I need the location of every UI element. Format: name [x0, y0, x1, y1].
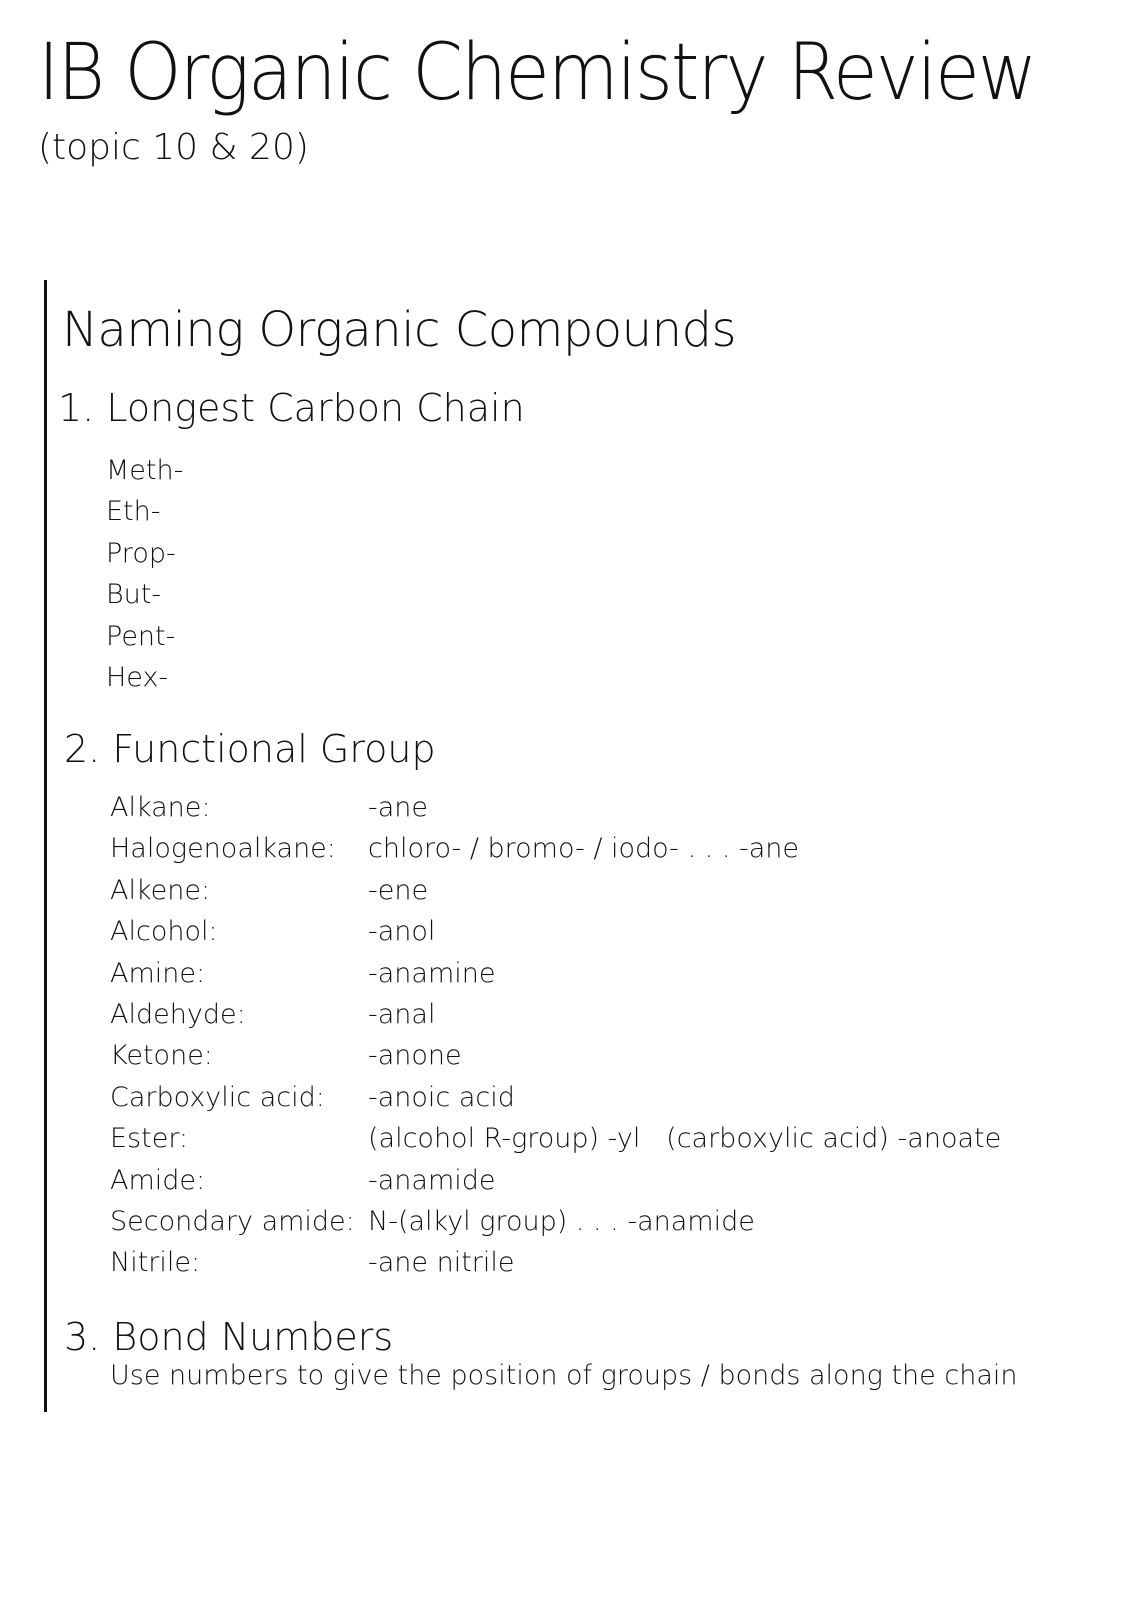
- functional-group-name: Carboxylic acid:: [110, 1081, 325, 1113]
- functional-group-suffix: (alcohol R-group) -yl (carboxylic acid) -anoate: [368, 1123, 1002, 1155]
- carbon-prefix-list: [106, 450, 183, 698]
- functional-group-row: [110, 1035, 1010, 1076]
- carbon-prefix-item: But-: [106, 579, 162, 611]
- functional-group-suffix: -anol: [368, 916, 436, 948]
- carbon-prefix-item: Pent-: [106, 620, 176, 652]
- functional-group-row: [110, 911, 1010, 952]
- carbon-prefix-item: Meth-: [106, 455, 184, 486]
- functional-group-suffix: -ene: [368, 874, 429, 906]
- functional-group-name: Amide:: [110, 1164, 206, 1196]
- functional-group-suffix: N-(alkyl group) . . . -anamide: [368, 1205, 755, 1237]
- functional-group-row: [110, 1201, 1010, 1242]
- carbon-prefix-item: Prop-: [106, 537, 176, 569]
- step1-heading: 1. Longest Carbon Chain: [58, 386, 525, 430]
- functional-group-row: [110, 1160, 1010, 1201]
- functional-group-row: [110, 828, 1010, 869]
- functional-group-table: [110, 787, 1010, 1284]
- functional-group-name: Amine:: [110, 957, 206, 989]
- functional-group-suffix: -anone: [368, 1040, 462, 1072]
- functional-group-name: Alcohol:: [110, 916, 218, 948]
- functional-group-suffix: -anamide: [368, 1164, 496, 1196]
- carbon-prefix-item: Hex-: [106, 661, 169, 693]
- functional-group-name: Secondary amide:: [110, 1205, 355, 1237]
- functional-group-name: Alkane:: [110, 792, 211, 823]
- functional-group-suffix: -ane nitrile: [368, 1247, 515, 1279]
- functional-group-name: Nitrile:: [110, 1247, 201, 1279]
- functional-group-row: [110, 787, 1010, 828]
- functional-group-row: [110, 994, 1010, 1035]
- functional-group-suffix: chloro- / bromo- / iodo- . . . -ane: [368, 833, 800, 865]
- functional-group-row: [110, 1077, 1010, 1118]
- functional-group-suffix: -anal: [368, 998, 436, 1030]
- functional-group-suffix: -anamine: [368, 957, 496, 989]
- document-title: IB Organic Chemistry Review: [38, 28, 1036, 118]
- functional-group-name: Ketone:: [110, 1040, 213, 1072]
- bond-numbers-text: Use numbers to give the position of groups / bonds along the chain: [110, 1360, 1018, 1391]
- functional-group-row: [110, 953, 1010, 994]
- functional-group-row: [110, 1118, 1010, 1159]
- carbon-prefix-item: Eth-: [106, 496, 161, 528]
- section-title: Naming Organic Compounds: [62, 302, 736, 358]
- functional-group-suffix: -ane: [368, 792, 429, 823]
- functional-group-row: [110, 1242, 1010, 1283]
- functional-group-name: Alkene:: [110, 874, 211, 906]
- step3-heading: 3. Bond Numbers: [64, 1315, 394, 1359]
- step2-heading: 2. Functional Group: [64, 727, 436, 771]
- functional-group-name: Ester:: [110, 1123, 189, 1155]
- section-vertical-rule: [44, 280, 47, 1412]
- functional-group-name: Aldehyde:: [110, 998, 246, 1030]
- functional-group-name: Halogenoalkane:: [110, 833, 336, 865]
- document-subtitle: (topic 10 & 20): [38, 127, 309, 168]
- functional-group-row: [110, 870, 1010, 911]
- functional-group-suffix: -anoic acid: [368, 1081, 515, 1113]
